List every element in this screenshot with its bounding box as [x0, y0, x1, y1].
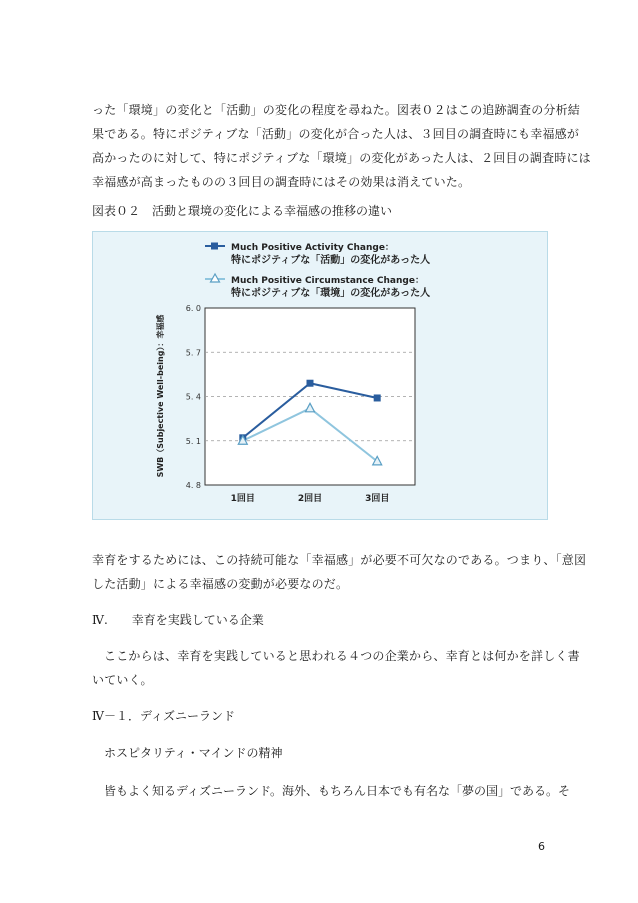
data-point-square: [307, 380, 314, 387]
y-tick-label: 6. 0: [185, 304, 201, 313]
line-chart: [93, 232, 549, 521]
conclusion-line-1: 幸育をするためには、この持続可能な「幸福感」が必要不可欠なのである。つまり、「意図: [92, 553, 587, 567]
chart-legend: [205, 243, 430, 300]
section-heading: Ⅳ. 幸育を実践している企業: [92, 613, 264, 627]
intro-paragraph: [92, 98, 591, 194]
y-axis-label: SWB（Subjective Well-being）：幸福感: [156, 314, 165, 478]
subsection-heading: Ⅳ－１．ディズニーランド: [92, 709, 236, 723]
section-line-2: いていく。: [92, 673, 153, 687]
last-line: 皆もよく知るディズニーランド。海外、もちろん日本でも有名な「夢の国」である。そ: [104, 784, 570, 798]
y-tick-label: 4. 8: [185, 481, 201, 490]
x-axis-ticks: [231, 492, 390, 504]
data-point-square: [374, 394, 381, 401]
intro-line-2: 果である。特にポジティブな「活動」の変化が合った人は、３回目の調査時にも幸福感が: [92, 127, 580, 141]
conclusion-paragraph: [92, 548, 587, 596]
legend-circumstance-label-ja: 特にポジティブな「環境」の変化があった人: [231, 288, 431, 299]
intro-line-3: 高かったのに対して、特にポジティブな「環境」の変化があった人は、２回目の調査時には: [92, 151, 591, 165]
section-line-1: ここからは、幸育を実践していると思われる４つの企業から、幸育とは何かを詳しく書: [104, 649, 580, 663]
legend-activity-label-en: Much Positive Activity Change：: [231, 243, 394, 253]
section-paragraph: [92, 644, 580, 692]
legend-activity-label-ja: 特にポジティブな「活動」の変化があった人: [231, 255, 431, 266]
figure-caption: 図表０２ 活動と環境の変化による幸福感の推移の違い: [92, 204, 393, 218]
x-tick-label: 2回目: [297, 494, 323, 504]
intro-line-4: 幸福感が高まったものの３回目の調査時にはその効果は消えていた。: [92, 175, 471, 189]
chart-figure: [92, 231, 548, 520]
intro-line-1: った「環境」の変化と「活動」の変化の程度を尋ねた。図表０２はこの追跡調査の分析結: [92, 103, 581, 117]
legend-circumstance-label-en: Much Positive Circumstance Change：: [231, 276, 424, 286]
y-tick-label: 5. 7: [185, 348, 201, 358]
sub-heading: ホスピタリティ・マインドの精神: [104, 746, 283, 760]
y-tick-label: 5. 1: [185, 436, 201, 446]
page-number: 6: [538, 840, 545, 853]
x-tick-label: 3回目: [365, 494, 390, 504]
y-tick-label: 5. 4: [185, 392, 201, 402]
x-tick-label: 1回目: [230, 494, 255, 504]
conclusion-line-2: した活動」による幸福感の変動が必要なのだ。: [92, 577, 349, 591]
legend-activity-square-icon: [211, 243, 218, 250]
y-axis-ticks: [186, 304, 201, 490]
